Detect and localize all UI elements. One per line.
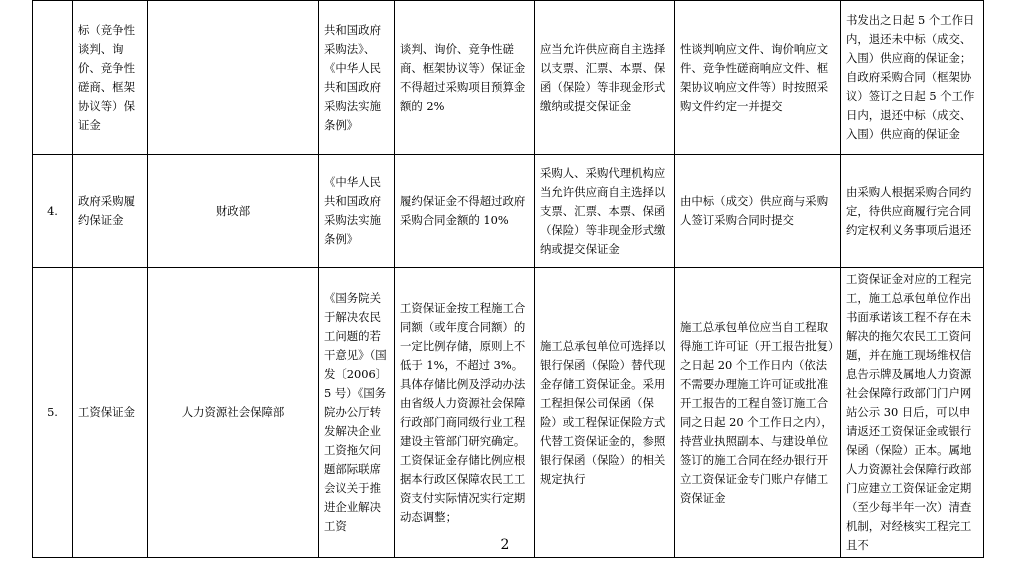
- page-number: 2: [500, 537, 510, 553]
- payment-method: 采购人、采购代理机构应当允许供应商自主选择以支票、汇票、本票、保函（保险）等非现金形式缴纳或提交保证金: [535, 155, 675, 268]
- refund-rule: 工资保证金对应的工程完工，施工总承包单位作出书面承诺该工程不存在未解决的拖欠农民工工资问题，并在施工现场维权信息告示牌及属地人力资源社会保障行政部门门户网站公示 30 日后，可以申请返还工资保证金或银行保函（保险）正本。属地人力资源社会保障行政部门应建立工资保证金定期（至少每半年一次）清查机制，对经核实工程完工且不: [841, 268, 984, 558]
- deposit-name: 工资保证金: [73, 268, 148, 558]
- payment-method: 应当允许供应商自主选择以支票、汇票、本票、保函（保险）等非现金形式缴纳或提交保证金: [535, 1, 675, 155]
- payment-timing: 施工总承包单位应当自工程取得施工许可证（开工报告批复）之日起 20 个工作日内（依法不需要办理施工许可证或批准开工报告的工程自签订施工合同之日起 20 个工作日之内），持营业执照副本、与建设单位签订的施工合同在经办银行开立工资保证金专门账户存储工资保证金: [675, 268, 841, 558]
- table-row: [33, 1, 984, 155]
- table-row: [33, 268, 984, 558]
- responsible-department: [148, 1, 319, 155]
- table-row: [33, 155, 984, 268]
- deposit-name: 政府采购履约保证金: [73, 155, 148, 268]
- deposit-standard: 工资保证金按工程施工合同额（或年度合同额）的一定比例存储，原则上不低于 1%，不超过 3%。具体存储比例及浮动办法由省级人力资源社会保障行政部门商同级行业工程建设主管部门研究确定。工资保证金存储比例应根据本行政区保障农民工工资支付实际情况实行定期动态调整；: [395, 268, 535, 558]
- row-number: [33, 1, 73, 155]
- payment-method: 施工总承包单位可选择以银行保函（保险）替代现金存储工资保证金。采用工程担保公司保函（保险）或工程保证保险方式代替工资保证金的，参照银行保函（保险）的相关规定执行: [535, 268, 675, 558]
- refund-rule: 由采购人根据采购合同约定，待供应商履行完合同约定权利义务事项后退还: [841, 155, 984, 268]
- row-number: 4.: [33, 155, 73, 268]
- refund-rule: 书发出之日起 5 个工作日内，退还未中标（成交、入围）供应商的保证金；自政府采购合同（框架协议）签订之日起 5 个工作日内，退还中标（成交、入围）供应商的保证金: [841, 1, 984, 155]
- legal-basis: 《国务院关于解决农民工问题的若干意见》（国发〔2006〕5 号）《国务院办公厅转发解决企业工资拖欠问题部际联席会议关于推进企业解决工资: [319, 268, 395, 558]
- responsible-department: 人力资源社会保障部: [148, 268, 319, 558]
- legal-basis: 共和国政府采购法》、《中华人民共和国政府采购法实施条例》: [319, 1, 395, 155]
- responsible-department: 财政部: [148, 155, 319, 268]
- row-number: 5.: [33, 268, 73, 558]
- deposit-table: [32, 0, 984, 558]
- payment-timing: 由中标（成交）供应商与采购人签订采购合同时提交: [675, 155, 841, 268]
- payment-timing: 性谈判响应文件、询价响应文件、竞争性磋商响应文件、框架协议响应文件等）时按照采购文件约定一并提交: [675, 1, 841, 155]
- deposit-standard: 谈判、询价、竞争性磋商、框架协议等）保证金不得超过采购项目预算金额的 2%: [395, 1, 535, 155]
- deposit-name: 标（竞争性谈判、询价、竞争性磋商、框架协议等）保证金: [73, 1, 148, 155]
- deposit-standard: 履约保证金不得超过政府采购合同金额的 10%: [395, 155, 535, 268]
- legal-basis: 《中华人民共和国政府采购法实施条例》: [319, 155, 395, 268]
